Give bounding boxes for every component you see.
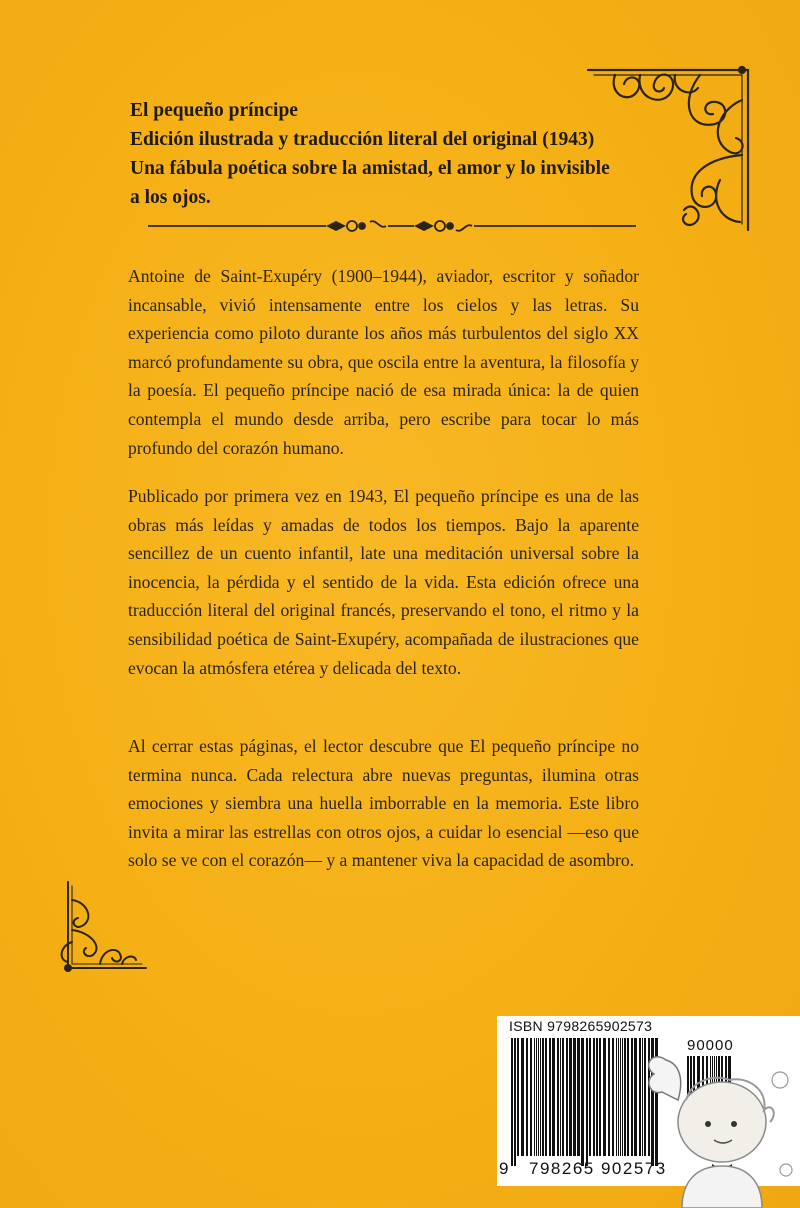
barcode-bar xyxy=(545,1038,547,1156)
barcode-bar xyxy=(589,1038,591,1156)
barcode-bar xyxy=(618,1038,619,1156)
tagline-line2: a los ojos. xyxy=(130,187,211,208)
barcode-bar xyxy=(608,1038,610,1156)
barcode-bar xyxy=(562,1038,564,1156)
book-title: El pequeño príncipe xyxy=(130,100,298,121)
barcode-bar xyxy=(542,1038,544,1156)
barcode-bar xyxy=(612,1038,614,1156)
body-paragraph-author: Antoine de Saint-Exupéry (1900–1944), aviador, escritor y soñador incansable, vivió intensamente entre los cielos y las letras. Su experiencia como piloto durante los años más turbulentos del siglo XX marcó profundamente su obra, que oscila entre la aventura, la filosofía y la poesía. El pequeño príncipe nació de esa mirada única: la de quien contempla el mundo desde arriba, pero escribe para tocar lo más profundo del corazón humano. xyxy=(128,266,639,458)
barcode-bar xyxy=(536,1038,537,1156)
price-code: 90000 xyxy=(687,1037,734,1054)
barcode-bar xyxy=(560,1038,561,1156)
barcode-bar xyxy=(616,1038,617,1156)
body-paragraph-publication: Publicado por primera vez en 1943, El pequeño príncipe es una de las obras más leídas y amadas de todos los tiempos. Bajo la aparente sencillez de un cuento infantil, late una meditación universal sobre la inocencia, la pérdida y el sentido de la vida. Esta edición ofrece una traducción literal del original francés, preservando el tono, el ritmo y la sensibilidad poética de Saint-Exupéry, acompañada de ilustraciones que evocan la atmósfera etérea y delicada del texto. xyxy=(128,486,639,678)
ornament-top-right-icon xyxy=(580,60,750,235)
barcode-bar xyxy=(534,1038,535,1156)
barcode-bar xyxy=(620,1038,621,1156)
barcode-bar xyxy=(603,1038,606,1156)
barcode-bar xyxy=(540,1038,541,1156)
barcode-bar xyxy=(596,1038,598,1156)
barcode-number: 798265 902573 xyxy=(529,1159,667,1178)
barcode-bar xyxy=(569,1038,572,1156)
barcode-bar xyxy=(577,1038,580,1156)
barcode-first-digit: 9 xyxy=(499,1159,509,1178)
barcode-bar xyxy=(511,1038,513,1166)
barcode-bar xyxy=(593,1038,595,1156)
barcode-bar xyxy=(514,1038,516,1166)
edition-subtitle: Edición ilustrada y traducción literal del original (1943) xyxy=(130,129,595,150)
barcode-bar xyxy=(573,1038,576,1156)
mascot-illustration-icon xyxy=(622,1040,800,1208)
barcode-bar xyxy=(557,1038,559,1156)
body-paragraph-closing: Al cerrar estas páginas, el lector descubre que El pequeño príncipe no termina nunca. Cada relectura abre nuevas preguntas, ilumina otras emociones y siembra una huella imborrable en la memoria. Este libro invita a mirar las estrellas con otros ojos, a cuidar lo esencial —eso que solo se ve con el corazón— y a mantener viva la capacidad de asombro. xyxy=(128,736,639,871)
barcode-bar xyxy=(526,1038,528,1156)
barcode-bar xyxy=(586,1038,588,1166)
ornament-divider-icon xyxy=(148,216,636,236)
barcode-bar xyxy=(521,1038,524,1156)
barcode-bar xyxy=(566,1038,568,1156)
barcode-bar xyxy=(599,1038,601,1156)
barcode-bar xyxy=(530,1038,532,1156)
tagline-line1: Una fábula poética sobre la amistad, el amor y lo invisible xyxy=(130,158,610,179)
ornament-bottom-left-icon xyxy=(50,880,150,975)
barcode-bar xyxy=(517,1038,519,1156)
barcode-bar xyxy=(538,1038,539,1156)
barcode-bar xyxy=(552,1038,555,1156)
isbn-label: ISBN 9798265902573 xyxy=(509,1018,653,1034)
barcode-bar xyxy=(581,1038,584,1166)
barcode-bar xyxy=(549,1038,551,1156)
title-block xyxy=(130,96,630,212)
